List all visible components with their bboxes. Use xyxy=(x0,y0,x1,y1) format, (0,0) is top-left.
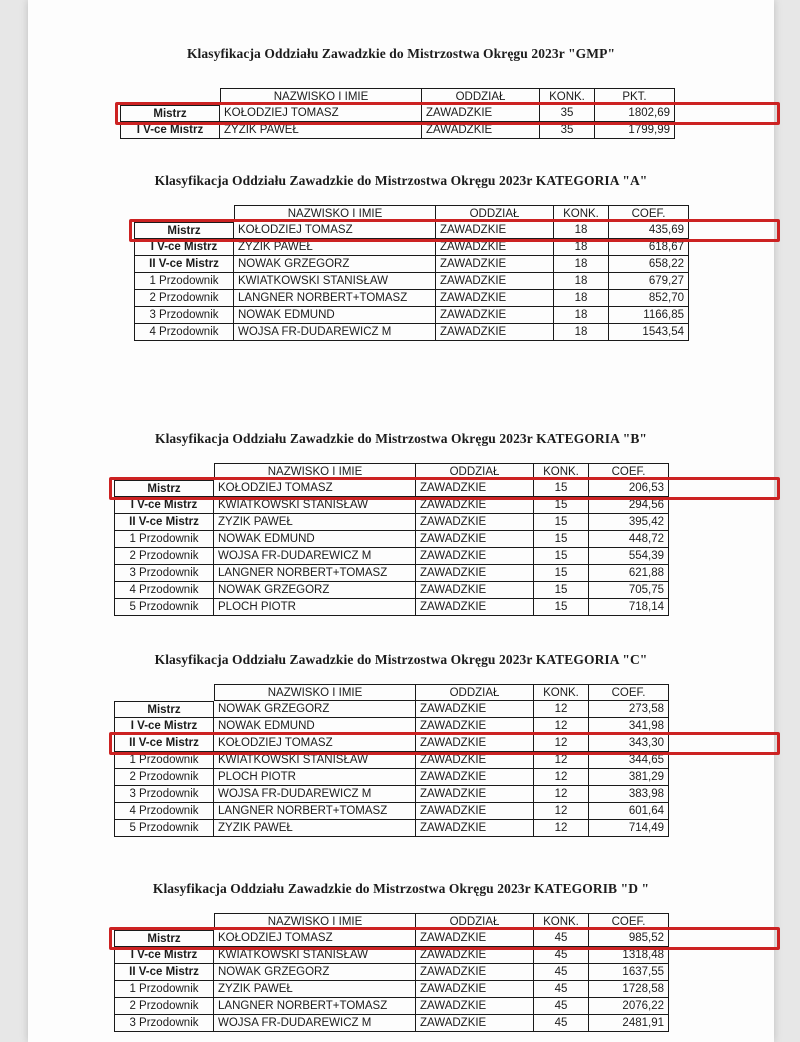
konk-cell: 45 xyxy=(534,930,589,947)
name-cell: NOWAK GRZEGORZ xyxy=(214,701,416,718)
rank-cell: I V-ce Mistrz xyxy=(120,122,220,139)
rank-cell: Mistrz xyxy=(120,105,220,122)
rank-cell: Mistrz xyxy=(114,480,214,497)
document-page xyxy=(28,0,774,1042)
table-row xyxy=(134,324,774,341)
rank-cell: II V-ce Mistrz xyxy=(114,964,214,981)
rank-cell: 3 Przodownik xyxy=(114,565,214,582)
rank-cell: 2 Przodownik xyxy=(134,290,234,307)
value-cell: 985,52 xyxy=(589,930,669,947)
district-cell: ZAWADZKIE xyxy=(416,514,534,531)
name-cell: PLOCH PIOTR xyxy=(214,599,416,616)
name-cell: ZYZIK PAWEŁ xyxy=(214,981,416,998)
name-cell: KOŁODZIEJ TOMASZ xyxy=(214,480,416,497)
district-cell: ZAWADZKIE xyxy=(416,599,534,616)
classification-table xyxy=(114,463,774,616)
value-cell: 344,65 xyxy=(589,752,669,769)
rank-cell: 1 Przodownik xyxy=(114,531,214,548)
district-cell: ZAWADZKIE xyxy=(416,718,534,735)
table-row xyxy=(114,735,774,752)
value-cell: 1802,69 xyxy=(595,105,675,122)
name-cell: ZYZIK PAWEŁ xyxy=(234,239,436,256)
name-cell: LANGNER NORBERT+TOMASZ xyxy=(214,803,416,820)
column-header-value: COEF. xyxy=(609,205,689,222)
table-title: Klasyfikacja Oddziału Zawadzkie do Mistrzostwa Okręgu 2023r KATEGORIA "C" xyxy=(154,652,648,667)
value-cell: 554,39 xyxy=(589,548,669,565)
district-cell: ZAWADZKIE xyxy=(422,105,540,122)
name-cell: WOJSA FR-DUDAREWICZ M xyxy=(214,548,416,565)
name-cell: ZYZIK PAWEŁ xyxy=(220,122,422,139)
column-header-district: ODDZIAŁ xyxy=(416,684,534,701)
konk-cell: 35 xyxy=(540,122,595,139)
name-cell: KOŁODZIEJ TOMASZ xyxy=(214,930,416,947)
table-row xyxy=(134,239,774,256)
value-cell: 395,42 xyxy=(589,514,669,531)
rank-cell: 4 Przodownik xyxy=(134,324,234,341)
value-cell: 601,64 xyxy=(589,803,669,820)
rank-cell: 2 Przodownik xyxy=(114,769,214,786)
column-header-value: COEF. xyxy=(589,463,669,480)
district-cell: ZAWADZKIE xyxy=(416,582,534,599)
konk-cell: 12 xyxy=(534,769,589,786)
table-row xyxy=(134,290,774,307)
rank-cell: II V-ce Mistrz xyxy=(114,735,214,752)
value-cell: 2481,91 xyxy=(589,1015,669,1032)
name-cell: NOWAK EDMUND xyxy=(214,718,416,735)
header-row xyxy=(114,684,774,701)
rank-cell: I V-ce Mistrz xyxy=(134,239,234,256)
konk-cell: 15 xyxy=(534,531,589,548)
rank-cell: 4 Przodownik xyxy=(114,803,214,820)
name-cell: PLOCH PIOTR xyxy=(214,769,416,786)
district-cell: ZAWADZKIE xyxy=(416,981,534,998)
rank-cell: 5 Przodownik xyxy=(114,820,214,837)
name-cell: NOWAK GRZEGORZ xyxy=(214,964,416,981)
name-cell: KWIATKOWSKI STANISŁAW xyxy=(214,947,416,964)
konk-cell: 18 xyxy=(554,256,609,273)
rank-cell: 3 Przodownik xyxy=(114,786,214,803)
district-cell: ZAWADZKIE xyxy=(436,290,554,307)
value-cell: 618,67 xyxy=(609,239,689,256)
table-row xyxy=(114,803,774,820)
rank-cell: 1 Przodownik xyxy=(114,981,214,998)
konk-cell: 12 xyxy=(534,718,589,735)
name-cell: ZYZIK PAWEŁ xyxy=(214,514,416,531)
value-cell: 1318,48 xyxy=(589,947,669,964)
district-cell: ZAWADZKIE xyxy=(416,964,534,981)
column-header-name: NAZWISKO I IMIE xyxy=(214,913,416,930)
value-cell: 206,53 xyxy=(589,480,669,497)
table-row xyxy=(114,786,774,803)
table-title: Klasyfikacja Oddziału Zawadzkie do Mistrzostwa Okręgu 2023r KATEGORIA "A" xyxy=(154,173,648,188)
table-title: Klasyfikacja Oddziału Zawadzkie do Mistrzostwa Okręgu 2023r KATEGORIB "D " xyxy=(152,881,650,896)
konk-cell: 15 xyxy=(534,599,589,616)
name-cell: NOWAK EDMUND xyxy=(214,531,416,548)
table-row xyxy=(114,981,774,998)
table-title: Klasyfikacja Oddziału Zawadzkie do Mistrzostwa Okręgu 2023r "GMP" xyxy=(186,46,616,61)
table-row xyxy=(114,718,774,735)
konk-cell: 18 xyxy=(554,307,609,324)
rank-cell: 3 Przodownik xyxy=(134,307,234,324)
district-cell: ZAWADZKIE xyxy=(422,122,540,139)
rank-header-placeholder xyxy=(114,913,214,930)
district-cell: ZAWADZKIE xyxy=(416,820,534,837)
konk-cell: 18 xyxy=(554,324,609,341)
table-row xyxy=(114,480,774,497)
table-row xyxy=(114,964,774,981)
table-row xyxy=(134,256,774,273)
district-cell: ZAWADZKIE xyxy=(416,531,534,548)
value-cell: 381,29 xyxy=(589,769,669,786)
table-row xyxy=(114,930,774,947)
header-row xyxy=(114,463,774,480)
district-cell: ZAWADZKIE xyxy=(416,930,534,947)
column-header-value: COEF. xyxy=(589,684,669,701)
column-header-district: ODDZIAŁ xyxy=(422,88,540,105)
rank-header-placeholder xyxy=(114,684,214,701)
value-cell: 621,88 xyxy=(589,565,669,582)
rank-cell: II V-ce Mistrz xyxy=(134,256,234,273)
table-row xyxy=(114,947,774,964)
table-row xyxy=(114,531,774,548)
name-cell: ZYZIK PAWEŁ xyxy=(214,820,416,837)
rank-cell: 4 Przodownik xyxy=(114,582,214,599)
table-row xyxy=(120,105,774,122)
konk-cell: 12 xyxy=(534,786,589,803)
value-cell: 658,22 xyxy=(609,256,689,273)
rank-cell: Mistrz xyxy=(114,930,214,947)
value-cell: 1166,85 xyxy=(609,307,689,324)
name-cell: KOŁODZIEJ TOMASZ xyxy=(220,105,422,122)
column-header-district: ODDZIAŁ xyxy=(416,463,534,480)
name-cell: WOJSA FR-DUDAREWICZ M xyxy=(214,1015,416,1032)
konk-cell: 18 xyxy=(554,239,609,256)
value-cell: 1728,58 xyxy=(589,981,669,998)
table-row xyxy=(114,514,774,531)
table-row xyxy=(134,273,774,290)
rank-header-placeholder xyxy=(134,205,234,222)
value-cell: 383,98 xyxy=(589,786,669,803)
classification-section xyxy=(28,173,774,341)
value-cell: 341,98 xyxy=(589,718,669,735)
column-header-konk: KONK. xyxy=(540,88,595,105)
name-cell: NOWAK GRZEGORZ xyxy=(234,256,436,273)
name-cell: KWIATKOWSKI STANISŁAW xyxy=(214,497,416,514)
value-cell: 718,14 xyxy=(589,599,669,616)
value-cell: 2076,22 xyxy=(589,998,669,1015)
district-cell: ZAWADZKIE xyxy=(416,786,534,803)
value-cell: 343,30 xyxy=(589,735,669,752)
value-cell: 294,56 xyxy=(589,497,669,514)
value-cell: 435,69 xyxy=(609,222,689,239)
konk-cell: 12 xyxy=(534,752,589,769)
value-cell: 273,58 xyxy=(589,701,669,718)
table-row xyxy=(114,769,774,786)
name-cell: KOŁODZIEJ TOMASZ xyxy=(214,735,416,752)
name-cell: LANGNER NORBERT+TOMASZ xyxy=(214,998,416,1015)
column-header-name: NAZWISKO I IMIE xyxy=(214,463,416,480)
column-header-name: NAZWISKO I IMIE xyxy=(234,205,436,222)
table-row xyxy=(114,752,774,769)
rank-cell: 2 Przodownik xyxy=(114,548,214,565)
district-cell: ZAWADZKIE xyxy=(416,497,534,514)
column-header-value: COEF. xyxy=(589,913,669,930)
rank-header-placeholder xyxy=(120,88,220,105)
table-row xyxy=(134,307,774,324)
district-cell: ZAWADZKIE xyxy=(416,769,534,786)
classification-table xyxy=(120,88,774,139)
table-row xyxy=(114,701,774,718)
name-cell: KWIATKOWSKI STANISŁAW xyxy=(214,752,416,769)
district-cell: ZAWADZKIE xyxy=(436,324,554,341)
rank-header-placeholder xyxy=(114,463,214,480)
rank-cell: 1 Przodownik xyxy=(114,752,214,769)
column-header-district: ODDZIAŁ xyxy=(436,205,554,222)
rank-cell: II V-ce Mistrz xyxy=(114,514,214,531)
value-cell: 448,72 xyxy=(589,531,669,548)
district-cell: ZAWADZKIE xyxy=(416,548,534,565)
konk-cell: 45 xyxy=(534,981,589,998)
table-row xyxy=(114,582,774,599)
konk-cell: 15 xyxy=(534,582,589,599)
classification-table xyxy=(114,913,774,1032)
header-row xyxy=(114,913,774,930)
table-title: Klasyfikacja Oddziału Zawadzkie do Mistrzostwa Okręgu 2023r KATEGORIA "B" xyxy=(154,431,648,446)
konk-cell: 45 xyxy=(534,998,589,1015)
rank-cell: Mistrz xyxy=(114,701,214,718)
name-cell: NOWAK EDMUND xyxy=(234,307,436,324)
rank-cell: I V-ce Mistrz xyxy=(114,718,214,735)
konk-cell: 15 xyxy=(534,548,589,565)
table-row xyxy=(114,1015,774,1032)
table-row xyxy=(114,998,774,1015)
name-cell: WOJSA FR-DUDAREWICZ M xyxy=(214,786,416,803)
district-cell: ZAWADZKIE xyxy=(416,752,534,769)
value-cell: 705,75 xyxy=(589,582,669,599)
table-row xyxy=(114,497,774,514)
table-row xyxy=(114,548,774,565)
classification-section xyxy=(28,431,774,616)
konk-cell: 45 xyxy=(534,964,589,981)
district-cell: ZAWADZKIE xyxy=(416,480,534,497)
rank-cell: I V-ce Mistrz xyxy=(114,497,214,514)
konk-cell: 18 xyxy=(554,273,609,290)
name-cell: KWIATKOWSKI STANISŁAW xyxy=(234,273,436,290)
konk-cell: 12 xyxy=(534,735,589,752)
classification-section xyxy=(28,652,774,837)
name-cell: LANGNER NORBERT+TOMASZ xyxy=(214,565,416,582)
district-cell: ZAWADZKIE xyxy=(416,701,534,718)
rank-cell: Mistrz xyxy=(134,222,234,239)
district-cell: ZAWADZKIE xyxy=(416,803,534,820)
table-row xyxy=(114,565,774,582)
table-row xyxy=(134,222,774,239)
value-cell: 679,27 xyxy=(609,273,689,290)
classification-section xyxy=(28,881,774,1032)
konk-cell: 15 xyxy=(534,565,589,582)
column-header-konk: KONK. xyxy=(534,684,589,701)
classification-table xyxy=(134,205,774,341)
value-cell: 1543,54 xyxy=(609,324,689,341)
rank-cell: I V-ce Mistrz xyxy=(114,947,214,964)
value-cell: 1799,99 xyxy=(595,122,675,139)
rank-cell: 5 Przodownik xyxy=(114,599,214,616)
district-cell: ZAWADZKIE xyxy=(416,947,534,964)
value-cell: 714,49 xyxy=(589,820,669,837)
district-cell: ZAWADZKIE xyxy=(416,998,534,1015)
konk-cell: 45 xyxy=(534,1015,589,1032)
column-header-konk: KONK. xyxy=(554,205,609,222)
district-cell: ZAWADZKIE xyxy=(436,256,554,273)
konk-cell: 12 xyxy=(534,803,589,820)
district-cell: ZAWADZKIE xyxy=(436,222,554,239)
table-row xyxy=(114,599,774,616)
value-cell: 1637,55 xyxy=(589,964,669,981)
konk-cell: 15 xyxy=(534,497,589,514)
konk-cell: 35 xyxy=(540,105,595,122)
header-row xyxy=(134,205,774,222)
name-cell: LANGNER NORBERT+TOMASZ xyxy=(234,290,436,307)
classification-section xyxy=(28,46,774,139)
district-cell: ZAWADZKIE xyxy=(416,1015,534,1032)
rank-cell: 2 Przodownik xyxy=(114,998,214,1015)
konk-cell: 12 xyxy=(534,701,589,718)
district-cell: ZAWADZKIE xyxy=(416,735,534,752)
value-cell: 852,70 xyxy=(609,290,689,307)
name-cell: KOŁODZIEJ TOMASZ xyxy=(234,222,436,239)
name-cell: NOWAK GRZEGORZ xyxy=(214,582,416,599)
column-header-name: NAZWISKO I IMIE xyxy=(214,684,416,701)
rank-cell: 3 Przodownik xyxy=(114,1015,214,1032)
column-header-name: NAZWISKO I IMIE xyxy=(220,88,422,105)
rank-cell: 1 Przodownik xyxy=(134,273,234,290)
konk-cell: 18 xyxy=(554,222,609,239)
konk-cell: 45 xyxy=(534,947,589,964)
konk-cell: 15 xyxy=(534,514,589,531)
district-cell: ZAWADZKIE xyxy=(416,565,534,582)
column-header-konk: KONK. xyxy=(534,913,589,930)
column-header-district: ODDZIAŁ xyxy=(416,913,534,930)
table-row xyxy=(114,820,774,837)
classification-table xyxy=(114,684,774,837)
name-cell: WOJSA FR-DUDAREWICZ M xyxy=(234,324,436,341)
konk-cell: 18 xyxy=(554,290,609,307)
table-row xyxy=(120,122,774,139)
header-row xyxy=(120,88,774,105)
column-header-value: PKT. xyxy=(595,88,675,105)
konk-cell: 12 xyxy=(534,820,589,837)
district-cell: ZAWADZKIE xyxy=(436,239,554,256)
konk-cell: 15 xyxy=(534,480,589,497)
district-cell: ZAWADZKIE xyxy=(436,273,554,290)
column-header-konk: KONK. xyxy=(534,463,589,480)
district-cell: ZAWADZKIE xyxy=(436,307,554,324)
